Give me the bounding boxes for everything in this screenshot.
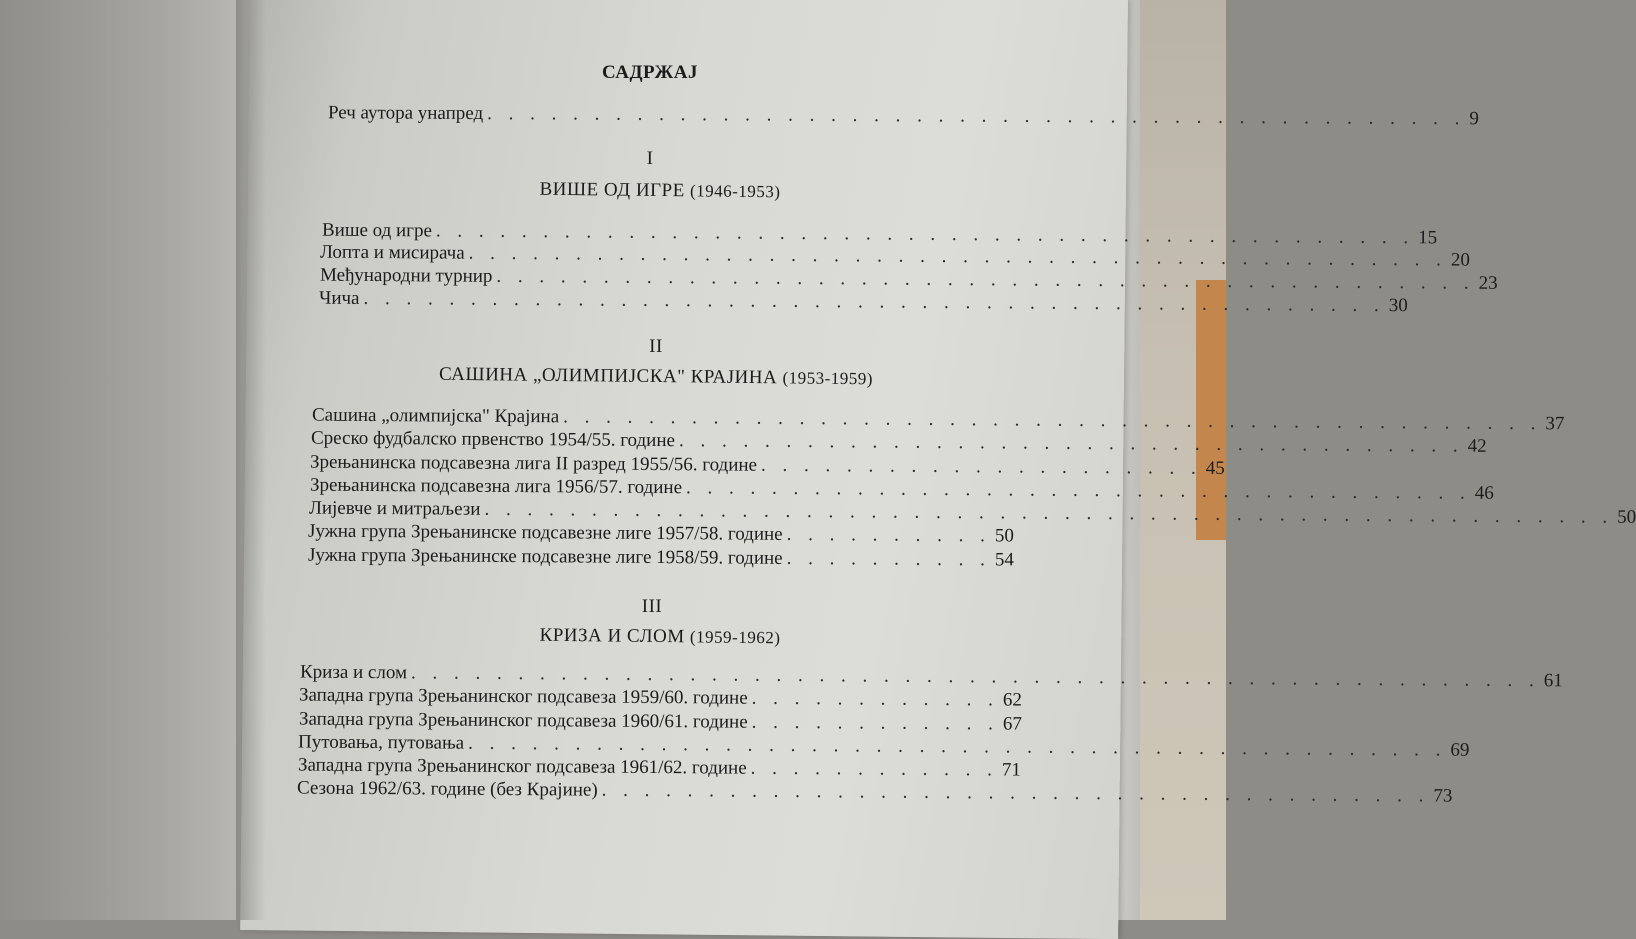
toc-entry-page: 50 bbox=[1617, 506, 1636, 528]
toc-entry-title: Среско фудбалско првенство 1954/55. године bbox=[310, 427, 676, 452]
toc-title: САДРЖАЈ bbox=[601, 62, 698, 83]
toc-entry-title: Западна група Зрењанинског подсавеза 1960/61. године bbox=[298, 708, 748, 733]
toc-entry-page: 54 bbox=[994, 549, 1014, 571]
toc-entry-title: Западна група Зрењанинског подсавеза 1959/60. године bbox=[298, 684, 748, 709]
toc-entry-page: 20 bbox=[1450, 249, 1470, 271]
toc-entry-title: Јужна група Зрењанинске подсавезне лиге 1957/58. године bbox=[307, 520, 783, 545]
section-title: САШИНА „ОЛИМПИЈСКА" КРАЈИНА bbox=[438, 363, 778, 389]
toc-entry-title: Реч аутора унапред bbox=[327, 102, 484, 125]
toc-leader-dots: . . . . . . . . . . . . . . . . . . . . . . . . . . . . . . . . . . . . . . . . . . . . . . bbox=[563, 406, 1542, 435]
toc-entry-title: Сезона 1962/63. године (без Крајине) bbox=[296, 777, 598, 801]
toc-entry-title: Лијевче и митраљези bbox=[308, 497, 481, 520]
toc-entry[interactable] bbox=[307, 520, 1014, 548]
toc-entry-page: 67 bbox=[1002, 713, 1022, 735]
section-heading bbox=[386, 363, 926, 391]
toc-leader-dots: . . . . . . . . . . . . bbox=[751, 687, 999, 711]
toc-entry-page: 46 bbox=[1474, 482, 1494, 504]
toc-entry-title: Криза и слом bbox=[299, 661, 408, 684]
toc-leader-dots: . . . . . . . . . . . . . . . . . . . . . . . . . . . . . . . . . . . . . . . . . . . . . . . . bbox=[363, 287, 1385, 317]
toc-entry[interactable] bbox=[307, 544, 1014, 572]
toc-entry-title: Чича bbox=[318, 287, 360, 309]
toc-entry-title: Сашина „олимпијска" Крајина bbox=[311, 404, 560, 428]
toc-leader-dots: . . . . . . . . . . . . . . . . . . . . . . . . . . . . . . . . . . . . . . . . . . . . . . . . . . . . . bbox=[484, 498, 1614, 528]
toc-entry-title: Путовања, путовања bbox=[297, 731, 465, 754]
toc-entry-title: Више од игре bbox=[321, 219, 433, 242]
section-numeral: II bbox=[649, 336, 663, 357]
toc-leader-dots: . . . . . . . . . . . . bbox=[750, 757, 998, 781]
toc-entry[interactable] bbox=[298, 684, 1022, 712]
toc-entry-page: 42 bbox=[1467, 435, 1487, 457]
toc-leader-dots: . . . . . . . . . . . . . . . . . . . . . . . . . . . . . . . . . . . . . . . . . . . . . . . . . . . . . bbox=[410, 662, 1540, 692]
toc-entry-page: 37 bbox=[1545, 413, 1565, 435]
toc-entry-title: Међународни турнир bbox=[319, 264, 493, 287]
section-years: (1953-1959) bbox=[782, 368, 874, 389]
toc-entry-page: 45 bbox=[1205, 457, 1225, 479]
toc-entry-page: 50 bbox=[994, 525, 1014, 547]
toc-leader-dots: . . . . . . . . . . . . . . . . . . . . . . . . . . . . . . . . . . . . . bbox=[686, 477, 1471, 504]
toc-entry-page: 73 bbox=[1433, 785, 1453, 807]
toc-leader-dots: . . . . . . . . . . . . . . . . . . . . . . . . . . . . . . . . . . . . . . . . . . . . . . bbox=[468, 732, 1447, 761]
section-numeral: I bbox=[646, 148, 654, 169]
section-years: (1946-1953) bbox=[689, 181, 781, 202]
toc-leader-dots: . . . . . . . . . . . . . . . . . . . . . . . . . . . . . . . . . . . . . . . . . . . . . . bbox=[435, 220, 1415, 249]
toc-entry-page: 62 bbox=[1002, 689, 1022, 711]
toc-entry-title: Зрењанинска подсавезна лига 1956/57. године bbox=[309, 474, 683, 499]
toc-entry[interactable] bbox=[318, 287, 1408, 317]
toc-leader-dots: . . . . . . . . . . . . . . . . . . . . . . . . . . . . . . . . . . . . . . . . . . . . . . bbox=[496, 265, 1475, 294]
toc-leader-dots: . . . . . . . . . . . . . . . . . . . . . . . . . . . . . . . . . . . . . . . . . . . . . . bbox=[468, 242, 1447, 271]
toc-leader-dots: . . . . . . . . . . . . . . . . . . . . . . . . . . . . . . . . . . . . . . . bbox=[601, 779, 1430, 807]
toc-leader-dots: . . . . . . . . . . . . bbox=[751, 711, 999, 735]
toc-entry-title: Јужна група Зрењанинске подсавезне лиге 1958/59. године bbox=[307, 544, 783, 569]
toc-leader-dots: . . . . . . . . . . bbox=[786, 523, 991, 547]
toc-entry-page: 15 bbox=[1418, 227, 1438, 249]
toc-leader-dots: . . . . . . . . . . . . . . . . . . . . . . . . . . . . . . . . . . . . . bbox=[678, 430, 1464, 457]
section-heading bbox=[460, 178, 860, 204]
toc-entry-title: Западна група Зрењанинског подсавеза 1961/62. године bbox=[297, 754, 747, 779]
toc-entry-preface[interactable] bbox=[327, 102, 1479, 130]
section-heading bbox=[470, 624, 850, 650]
section-title: КРИЗА И СЛОМ bbox=[539, 624, 685, 648]
section-years: (1959-1962) bbox=[689, 627, 781, 648]
toc-entry-page: 61 bbox=[1543, 670, 1563, 692]
toc-entry[interactable] bbox=[310, 427, 1487, 457]
section-title: ВИШЕ ОД ИГРЕ bbox=[539, 178, 685, 202]
toc-entry-page: 69 bbox=[1450, 739, 1470, 761]
toc-entry-title: Зрењанинска подсавезна лига II разред 1955/56. године bbox=[309, 451, 758, 476]
toc-entry-page: 30 bbox=[1388, 295, 1408, 317]
toc-entry-page: 71 bbox=[1001, 759, 1021, 781]
toc-leader-dots: . . . . . . . . . . . . . . . . . . . . . bbox=[760, 454, 1202, 479]
toc-entry-title: Лопта и мисирача bbox=[319, 241, 465, 264]
toc-entry-page: 23 bbox=[1478, 272, 1498, 294]
section-numeral: III bbox=[641, 596, 663, 617]
toc-leader-dots: . . . . . . . . . . . . . . . . . . . . . . . . . . . . . . . . . . . . . . . . . . . . . . bbox=[487, 103, 1466, 130]
toc-entry-page: 9 bbox=[1469, 108, 1479, 130]
toc-entry[interactable] bbox=[296, 777, 1453, 807]
toc-leader-dots: . . . . . . . . . . bbox=[786, 547, 991, 571]
